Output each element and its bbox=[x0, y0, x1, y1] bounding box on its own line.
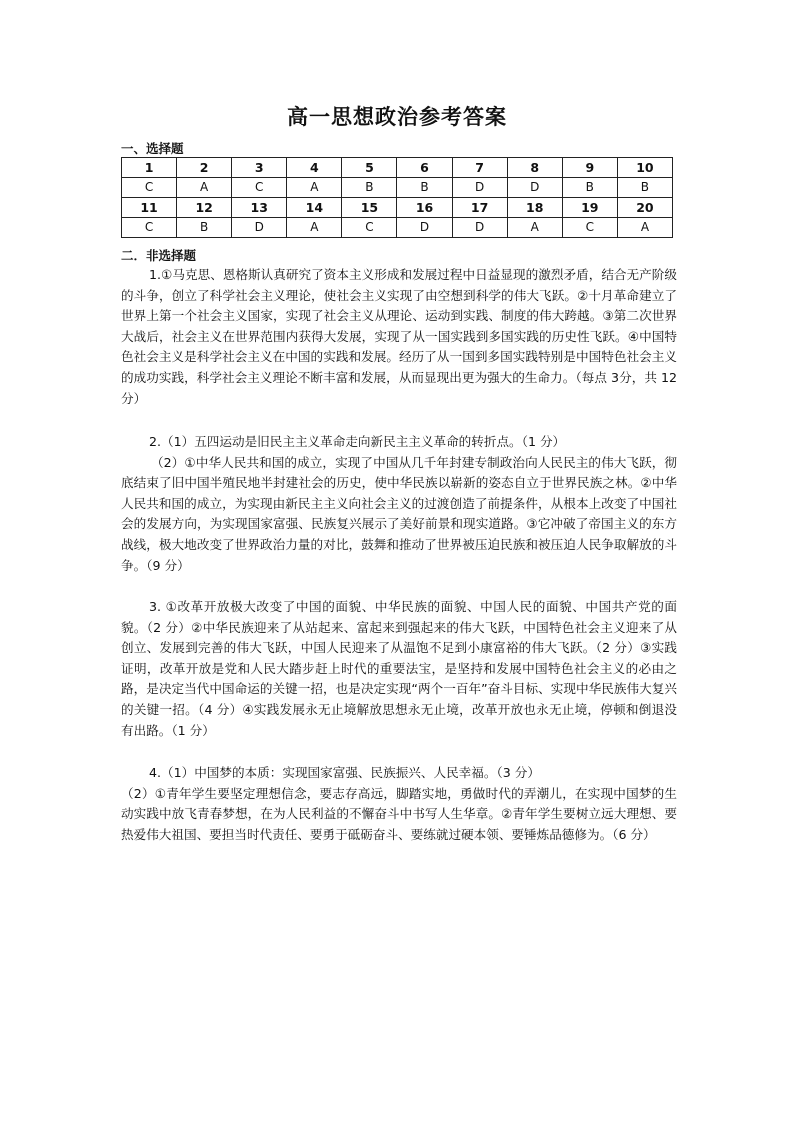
question-1-answer bbox=[121, 265, 677, 409]
table-row-answers-1 bbox=[122, 178, 673, 198]
question-number-cell: 20 bbox=[617, 198, 672, 218]
question-number-cell: 17 bbox=[452, 198, 507, 218]
answer-cell: A bbox=[287, 218, 342, 238]
section-heading-non-choice: 二．非选择题 bbox=[121, 248, 197, 263]
question-number-cell: 9 bbox=[562, 158, 617, 178]
answer-cell: C bbox=[342, 218, 397, 238]
answer-cell: B bbox=[617, 178, 672, 198]
question-number-cell: 18 bbox=[507, 198, 562, 218]
answer-cell: A bbox=[287, 178, 342, 198]
question-3-answer bbox=[121, 597, 677, 741]
question-1-text: 1.①马克思、恩格斯认真研究了资本主义形成和发展过程中日益显现的激烈矛盾，结合无产阶级的斗争，创立了科学社会主义理论，使社会主义实现了由空想到科学的伟大飞跃。②十月革命建立了世界上第一个社会主义国家，实现了社会主义从理论、运动到实践、制度的伟大跨越。③第二次世界大战后，社会主义在世界范围内获得大发展，实现了从一国实践到多国实践的历史性飞跃。④中国特色社会主义是科学社会主义在中国的实践和发展。经历了从一国到多国实践特别是中国特色社会主义的成功实践，科学社会主义理论不断丰富和发展，从而显现出更为强大的生命力。（每点 3分，共 12分） bbox=[121, 267, 677, 406]
question-number-cell: 8 bbox=[507, 158, 562, 178]
question-3-text: 3. ①改革开放极大改变了中国的面貌、中华民族的面貌、中国人民的面貌、中国共产党的面貌。（2 分）②中华民族迎来了从站起来、富起来到强起来的伟大飞跃，中国特色社会主义迎来了从创立、发展到完善的伟大飞跃，中国人民迎来了从温饱不足到小康富裕的伟大飞跃。（2 分）③实践证明，改革开放是党和人民大踏步赶上时代的重要法宝，是坚持和发展中国特色社会主义的必由之路，是决定当代中国命运的关键一招，也是决定实现“两个一百年”奋斗目标、实现中华民族伟大复兴的关键一招。（4 分）④实践发展永无止境解放思想永无止境，改革开放也永无止境，停顿和倒退没有出路。（1 分） bbox=[121, 599, 677, 738]
answer-cell: D bbox=[397, 218, 452, 238]
answer-cell: D bbox=[452, 178, 507, 198]
question-2-part-2: （2）①中华人民共和国的成立，实现了中国从几千年封建专制政治向人民民主的伟大飞跃，彻底结束了旧中国半殖民地半封建社会的历史，使中华民族以崭新的姿态自立于世界民族之林。②中华人民共和国的成立，为实现由新民主主义向社会主义的过渡创造了前提条件，从根本上改变了中国社会的发展方向，为实现国家富强、民族复兴展示了美好前景和现实道路。③它冲破了帝国主义的东方战线，极大地改变了世界政治力量的对比，鼓舞和推动了世界被压迫民族和被压迫人民争取解放的斗争。（9 分） bbox=[121, 454, 677, 573]
question-number-cell: 7 bbox=[452, 158, 507, 178]
question-number-cell: 19 bbox=[562, 198, 617, 218]
question-number-cell: 15 bbox=[342, 198, 397, 218]
page-title: 高一思想政治参考答案 bbox=[287, 105, 507, 129]
section-heading-multiple-choice: 一、选择题 bbox=[121, 141, 184, 156]
question-4-answer bbox=[121, 763, 677, 845]
question-number-cell: 16 bbox=[397, 198, 452, 218]
answer-cell: D bbox=[507, 178, 562, 198]
question-number-cell: 2 bbox=[177, 158, 232, 178]
answer-cell: A bbox=[617, 218, 672, 238]
question-number-cell: 4 bbox=[287, 158, 342, 178]
question-number-cell: 5 bbox=[342, 158, 397, 178]
answer-cell: C bbox=[562, 218, 617, 238]
answer-cell: B bbox=[562, 178, 617, 198]
question-4-part-2: （2）①青年学生要坚定理想信念，要志存高远，脚踏实地，勇做时代的弄潮儿，在实现中国梦的生动实践中放飞青春梦想，在为人民利益的不懈奋斗中书写人生华章。②青年学生要树立远大理想、要热爱伟大祖国、要担当时代责任、要勇于砥砺奋斗、要练就过硬本领、要锤炼品德修为。（6 分） bbox=[121, 785, 677, 842]
answer-cell: C bbox=[122, 178, 177, 198]
table-row-question-numbers-2 bbox=[122, 198, 673, 218]
answer-cell: C bbox=[122, 218, 177, 238]
question-2-answer bbox=[121, 432, 677, 576]
answer-cell: A bbox=[507, 218, 562, 238]
answer-cell: D bbox=[232, 218, 287, 238]
answer-cell: B bbox=[342, 178, 397, 198]
table-row-question-numbers-1 bbox=[122, 158, 673, 178]
question-number-cell: 1 bbox=[122, 158, 177, 178]
question-number-cell: 10 bbox=[617, 158, 672, 178]
table-row-answers-2 bbox=[122, 218, 673, 238]
question-number-cell: 11 bbox=[122, 198, 177, 218]
question-4-part-1: 4.（1）中国梦的本质：实现国家富强、民族振兴、人民幸福。（3 分） bbox=[149, 765, 540, 780]
answer-cell: A bbox=[177, 178, 232, 198]
answer-cell: C bbox=[232, 178, 287, 198]
answer-cell: B bbox=[177, 218, 232, 238]
question-number-cell: 3 bbox=[232, 158, 287, 178]
question-number-cell: 13 bbox=[232, 198, 287, 218]
question-2-part-1: 2.（1）五四运动是旧民主主义革命走向新民主主义革命的转折点。（1 分） bbox=[149, 434, 566, 449]
answer-cell: B bbox=[397, 178, 452, 198]
answer-cell: D bbox=[452, 218, 507, 238]
question-number-cell: 12 bbox=[177, 198, 232, 218]
question-number-cell: 6 bbox=[397, 158, 452, 178]
question-number-cell: 14 bbox=[287, 198, 342, 218]
answers-table bbox=[121, 157, 673, 238]
